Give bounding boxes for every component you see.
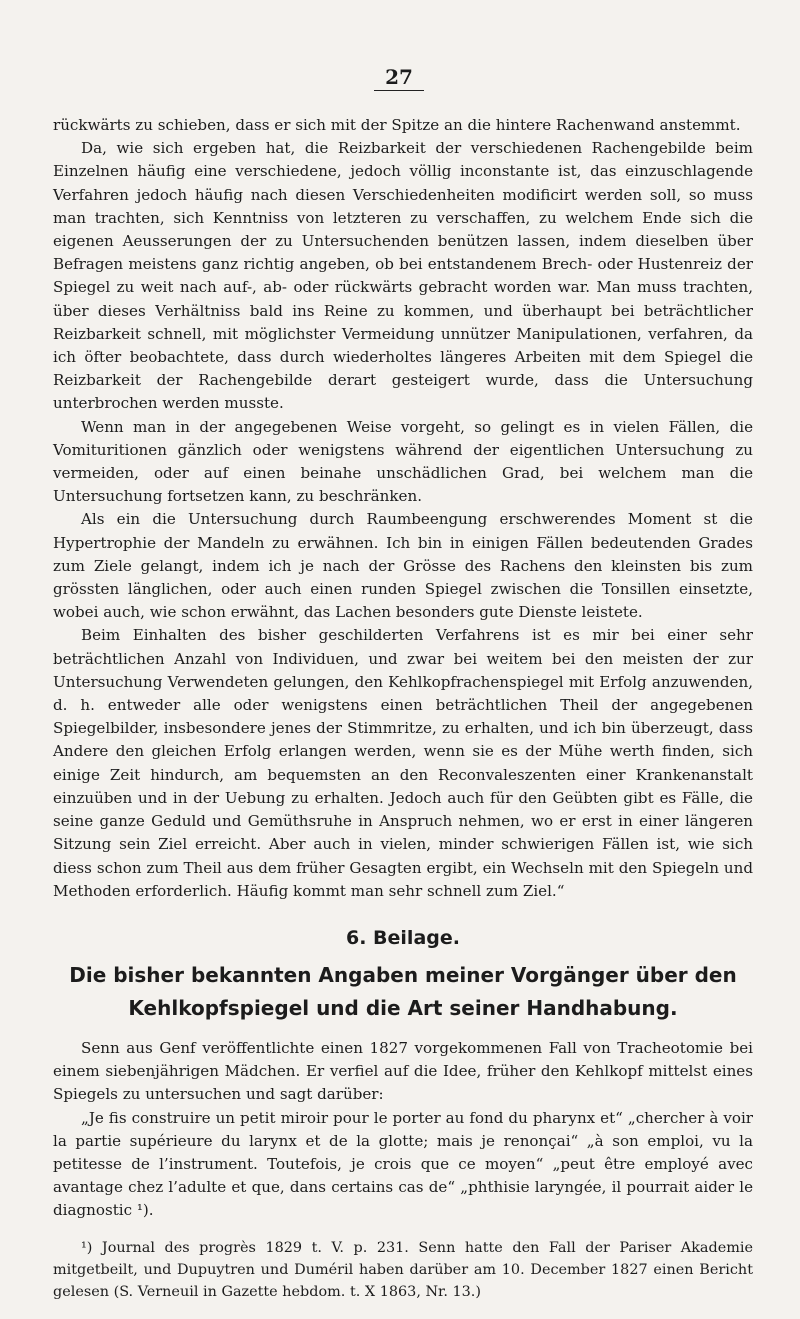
paragraph-erfolg: Beim Einhalten des bisher geschilderten Verfahrens ist es mir bei einer sehr beträchtlichen Anzahl von Individuen, und zwar bei weitem bei den meisten der zur Untersuchung Verwendeten gelungen, den Kehlkopfrachenspiegel mit Erfolg anzuwenden, d. h. entweder alle oder wenigstens einen beträchtlichen Theil der angegebenen Spiegelbilder, insbesondere jenes der Stimmritze, zu erhalten, und ich bin überzeugt, dass Andere den gleichen Erfolg erlangen werden, wenn sie es der Mühe werth finden, sich einige Zeit hindurch, am bequemsten an den Reconvaleszenten einer Krankenanstalt einzuüben und in der Uebung zu erhalten. Jedoch auch für den Geübten gibt es Fälle, die seine ganze Geduld und Gemüthsruhe in Anspruch nehmen, wo er erst in einer längeren Sitzung sein Ziel erreicht. Aber auch in vielen, minder schwierigen Fällen ist, wie sich diess schon zum Theil aus dem früher Gesagten ergibt, ein Wechseln mit den Spiegeln und Methoden erforderlich. Häufig kommt man sehr schnell zum Ziel.“	[53, 626, 753, 900]
paragraph-reizbarkeit: Da, wie sich ergeben hat, die Reizbarkeit der verschiedenen Rachengebilde beim Einzelnen häufig eine verschiedene, jedoch völlig inconstante ist, das einzuschlagende Verfahren jedoch häufig nach diesen Verschiedenheiten modificirt werden soll, so muss man trachten, sich Kenntniss von letzteren zu verschaffen, zu welchem Ende sich die eigenen Aeusserungen der zu Untersuchenden benützen lassen, indem dieselben über Befragen meistens ganz richtig angeben, ob bei entstandenem Brech- oder Hustenreiz der Spiegel zu weit nach auf-, ab- oder rückwärts gebracht worden war. Man muss trachten, über dieses Verhältniss bald ins Reine zu kommen, und überhaupt bei beträchtlicher Reizbarkeit schnell, mit möglichster Vermeidung unnützer Manipulationen, verfahren, da ich öfter beobachtete, dass durch wiederholtes längeres Arbeiten mit dem Spiegel die Reizbarkeit der Rachengebilde derart gesteigert wurde, dass die Untersuchung unterbrochen werden musste.	[53, 139, 753, 413]
section-number: 6. Beilage.	[346, 926, 460, 949]
page-body	[53, 114, 753, 1303]
french-quote	[53, 1107, 753, 1223]
section-title: Die bisher bekannten Angaben meiner Vorgänger über den Kehlkopfspiegel und die Art seiner Handhabung.	[69, 962, 737, 1020]
quote-text: „Je fis construire un petit miroir pour le porter au fond du pharynx et“ „chercher à voir la partie supérieure du larynx et de la glotte; mais je renonçai“ „à son emploi, vu la petitesse de l’instrument. Toutefois, je crois que ce moyen“ „peut être employé avec avantage chez l’adulte et que, dans certains cas de“ „phthisie laryngée, il pourrait aider le diagnostic ¹).	[53, 1108, 753, 1220]
paragraph-continuation: rückwärts zu schieben, dass er sich mit der Spitze an die hintere Rachenwand anstemmt.	[53, 116, 741, 134]
footnote-text: ¹) Journal des progrès 1829 t. V. p. 231. Senn hatte den Fall der Pariser Akademie mitgetbeilt, und Dupuytren und Duméril haben darüber am 10. December 1827 einen Bericht gelesen (S. Verneuil in Gazette hebdom. t. X 1863, Nr. 13.)	[53, 1239, 753, 1300]
footnote	[53, 1237, 753, 1303]
page-number: 27	[374, 66, 424, 91]
paragraph-senn: Senn aus Genf veröffentlichte einen 1827 vorgekommenen Fall von Tracheotomie bei einem siebenjährigen Mädchen. Er verfiel auf die Idee, früher den Kehlkopf mittelst eines Spiegels zu untersuchen und sagt darüber:	[53, 1038, 753, 1104]
paragraph-hypertrophie: Als ein die Untersuchung durch Raumbeengung erschwerendes Moment st die Hypertrophie der Mandeln zu erwähnen. Ich bin in einigen Fällen bedeutenden Grades zum Ziele gelangt, indem ich je nach der Grösse des Rachens den kleinsten bis zum grössten länglichen, oder auch einen runden Spiegel zwischen die Tonsillen einsetzte, wobei auch, wie schon erwähnt, das Lachen besonders gute Dienste leistete.	[53, 510, 753, 622]
paragraph-vomituritionen: Wenn man in der angegebenen Weise vorgeht, so gelingt es in vielen Fällen, die Vomituritionen gänzlich oder wenigstens während der eigentlichen Untersuchung zu vermeiden, oder auf einen beinahe unschädlichen Grad, bei welchem man die Untersuchung fortsetzen kann, zu beschränken.	[53, 417, 753, 506]
